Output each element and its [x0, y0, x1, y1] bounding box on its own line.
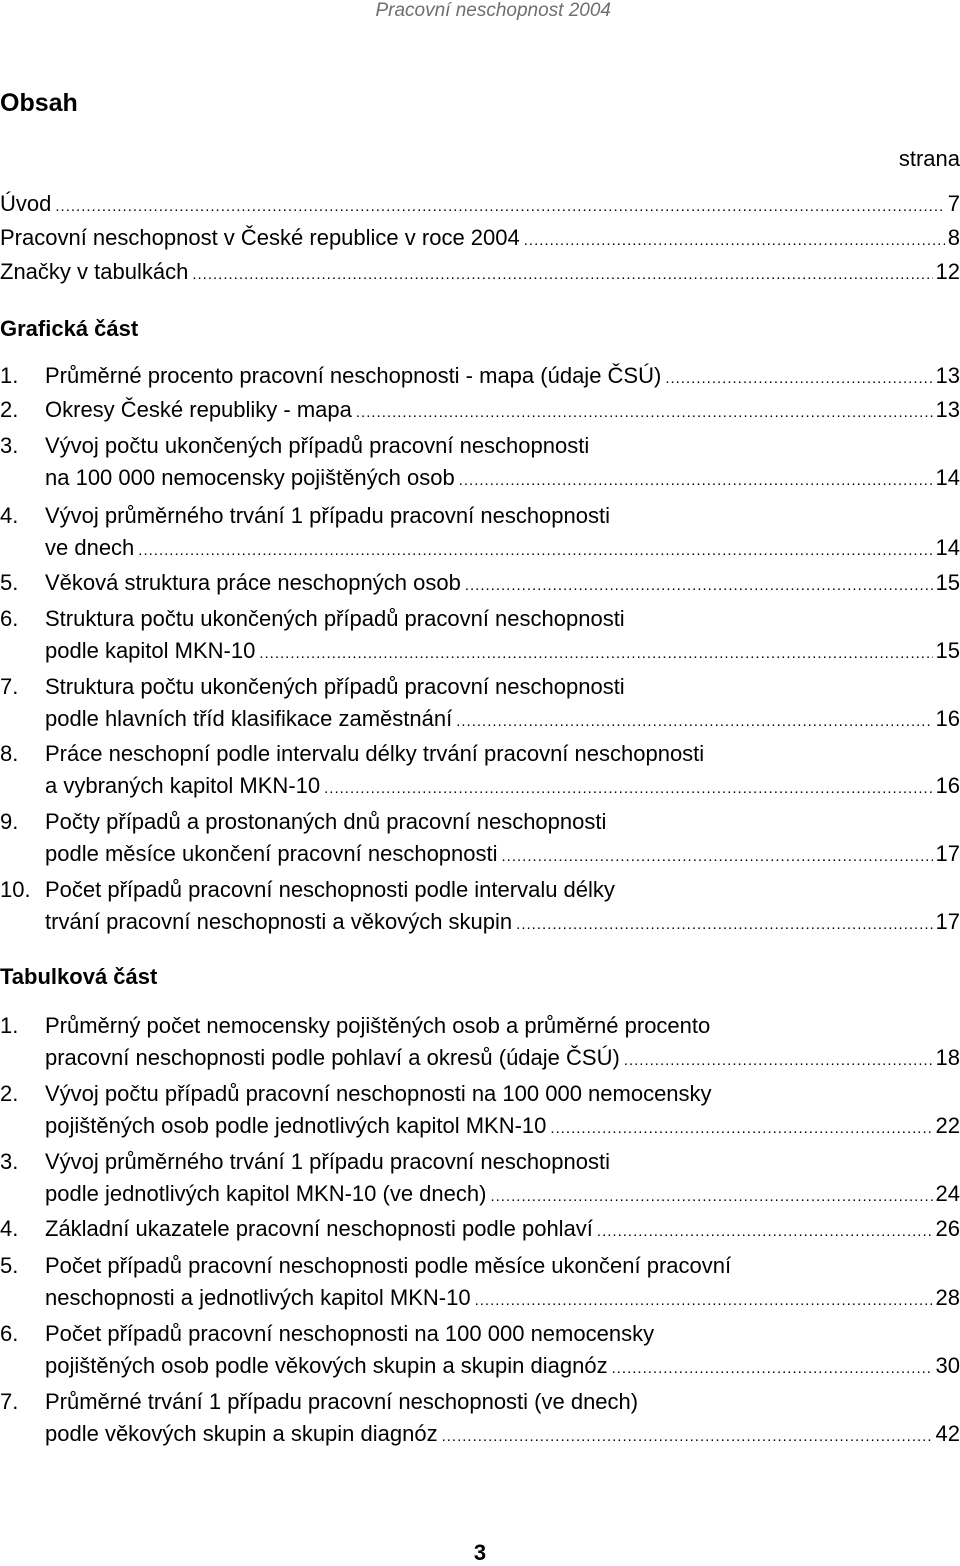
dot-leader — [55, 191, 944, 223]
toc-entry-text: Struktura počtu ukončených případů pracovní neschopnosti — [45, 606, 625, 631]
toc-entry-text: a vybraných kapitol MKN-10 — [45, 773, 321, 798]
toc-entry-text: Pracovní neschopnost v České republice v roce 2004 — [0, 225, 520, 250]
toc-entry-number: 2. — [0, 397, 19, 422]
dot-leader — [192, 259, 932, 291]
toc-entry-text: Počet případů pracovní neschopnosti podle intervalu délky — [45, 877, 615, 902]
dot-leader — [490, 1181, 932, 1213]
toc-entry-text: Počty případů a prostonaných dnů pracovní neschopnosti — [45, 809, 607, 834]
toc-entry-text: Struktura počtu ukončených případů pracovní neschopnosti — [45, 674, 625, 699]
toc-entry-text: Věková struktura práce neschopných osob — [45, 570, 461, 595]
toc-entry-text: Okresy České republiky - mapa — [45, 397, 352, 422]
toc-entry-graphic[interactable] — [0, 738, 960, 802]
dot-leader — [624, 1045, 933, 1077]
toc-entry-text: Vývoj počtu případů pracovní neschopnosti na 100 000 nemocensky — [45, 1081, 712, 1106]
toc-entry-number: 8. — [0, 741, 19, 766]
dot-leader — [138, 535, 932, 567]
toc-entry-text: neschopnosti a jednotlivých kapitol MKN-10 — [45, 1285, 471, 1310]
toc-entry-text: podle kapitol MKN-10 — [45, 638, 256, 663]
toc-entry-text: Značky v tabulkách — [0, 259, 189, 284]
toc-entry-page: 15 — [935, 570, 960, 595]
page-number: 3 — [473, 1540, 487, 1565]
toc-entry-text: podle jednotlivých kapitol MKN-10 (ve dnech) — [45, 1181, 487, 1206]
toc-entry-number: 5. — [0, 1253, 19, 1278]
toc-entry-number: 6. — [0, 1321, 19, 1346]
toc-entry-number: 7. — [0, 674, 19, 699]
toc-entry-number: 4. — [0, 1216, 19, 1241]
toc-entry-page: 7 — [947, 191, 960, 216]
toc-entry-text: trvání pracovní neschopnosti a věkových skupin — [45, 909, 513, 934]
toc-entry-page: 13 — [935, 397, 960, 422]
toc-entry-text: Úvod — [0, 191, 52, 216]
dot-leader — [259, 638, 932, 670]
toc-entry-text: Počet případů pracovní neschopnosti podle měsíce ukončení pracovní — [45, 1253, 732, 1278]
toc-entry-graphic[interactable] — [0, 671, 960, 735]
dot-leader — [612, 1353, 933, 1385]
toc-entry-text: podle hlavních tříd klasifikace zaměstnání — [45, 706, 453, 731]
toc-entry-text: Počet případů pracovní neschopnosti na 100 000 nemocensky — [45, 1321, 655, 1346]
toc-entry-graphic[interactable] — [0, 500, 960, 564]
toc-entry-text: Základní ukazatele pracovní neschopnosti podle pohlaví — [45, 1216, 593, 1241]
toc-entry-intro[interactable] — [0, 222, 960, 254]
dot-leader — [456, 706, 932, 738]
toc-entry-graphic[interactable] — [0, 874, 960, 938]
toc-entry-page: 14 — [935, 535, 960, 560]
toc-entry-text: Vývoj průměrného trvání 1 případu pracovní neschopnosti — [45, 503, 610, 528]
toc-entry-number: 3. — [0, 433, 19, 458]
toc-entry-text: ve dnech — [45, 535, 135, 560]
toc-entry-table[interactable] — [0, 1078, 960, 1142]
toc-entry-graphic[interactable] — [0, 603, 960, 667]
dot-leader — [465, 570, 933, 602]
section-heading-graphic: Grafická část — [0, 316, 139, 341]
toc-entry-page: 14 — [935, 465, 960, 490]
toc-entry-graphic[interactable] — [0, 567, 960, 599]
toc-entry-number: 3. — [0, 1149, 19, 1174]
toc-entry-table[interactable] — [0, 1250, 960, 1314]
toc-entry-graphic[interactable] — [0, 394, 960, 426]
toc-entry-table[interactable] — [0, 1213, 960, 1245]
dot-leader — [442, 1421, 933, 1453]
toc-entry-text: Průměrné procento pracovní neschopnosti - mapa (údaje ČSÚ) — [45, 363, 662, 388]
toc-entry-page: 28 — [935, 1285, 960, 1310]
dot-leader — [597, 1216, 933, 1248]
toc-entry-page: 24 — [935, 1181, 960, 1206]
toc-entry-text: pojištěných osob podle věkových skupin a skupin diagnóz — [45, 1353, 608, 1378]
toc-entry-page: 17 — [935, 909, 960, 934]
toc-entry-text: na 100 000 nemocensky pojištěných osob — [45, 465, 455, 490]
toc-entry-number: 2. — [0, 1081, 19, 1106]
toc-entry-intro[interactable] — [0, 188, 960, 220]
dot-leader — [459, 465, 933, 497]
running-header — [0, 0, 960, 22]
toc-entry-page: 8 — [947, 225, 960, 250]
toc-entry-text: Práce neschopní podle intervalu délky trvání pracovní neschopnosti — [45, 741, 705, 766]
dot-leader — [516, 909, 932, 941]
dot-leader — [475, 1285, 933, 1317]
section-heading-tables: Tabulková část — [0, 964, 158, 989]
toc-entry-table[interactable] — [0, 1386, 960, 1450]
toc-entry-number: 1. — [0, 363, 19, 388]
toc-entry-page: 15 — [935, 638, 960, 663]
toc-entry-text: Vývoj průměrného trvání 1 případu pracovní neschopnosti — [45, 1149, 610, 1174]
toc-entry-text: pracovní neschopnosti podle pohlaví a okresů (údaje ČSÚ) — [45, 1045, 620, 1070]
toc-entry-graphic[interactable] — [0, 360, 960, 392]
toc-entry-page: 26 — [935, 1216, 960, 1241]
toc-entry-text: podle věkových skupin a skupin diagnóz — [45, 1421, 438, 1446]
toc-entry-page: 16 — [935, 706, 960, 731]
toc-entry-number: 4. — [0, 503, 19, 528]
dot-leader — [524, 225, 945, 257]
toc-entry-number: 5. — [0, 570, 19, 595]
toc-entry-page: 17 — [935, 841, 960, 866]
dot-leader — [502, 841, 933, 873]
toc-entry-page: 22 — [935, 1113, 960, 1138]
toc-entry-page: 13 — [935, 363, 960, 388]
toc-entry-number: 10. — [0, 877, 31, 902]
dot-leader — [665, 363, 932, 395]
toc-entry-number: 6. — [0, 606, 19, 631]
toc-entry-text: podle měsíce ukončení pracovní neschopnosti — [45, 841, 498, 866]
toc-entry-page: 12 — [935, 259, 960, 284]
toc-entry-table[interactable] — [0, 1146, 960, 1210]
toc-entry-text: pojištěných osob podle jednotlivých kapitol MKN-10 — [45, 1113, 547, 1138]
toc-entry-number: 9. — [0, 809, 19, 834]
toc-entry-intro[interactable] — [0, 256, 960, 288]
toc-entry-page: 30 — [935, 1353, 960, 1378]
dot-leader — [324, 773, 932, 805]
toc-title: Obsah — [0, 89, 78, 117]
toc-entry-page: 42 — [935, 1421, 960, 1446]
toc-entry-table[interactable] — [0, 1318, 960, 1382]
toc-entry-graphic[interactable] — [0, 806, 960, 870]
toc-entry-number: 7. — [0, 1389, 19, 1414]
dot-leader — [550, 1113, 932, 1145]
toc-entry-number: 1. — [0, 1013, 19, 1038]
toc-entry-text: Průměrný počet nemocensky pojištěných osob a průměrné procento — [45, 1013, 711, 1038]
toc-entry-text: Průměrné trvání 1 případu pracovní neschopnosti (ve dnech) — [45, 1389, 639, 1414]
toc-entry-page: 16 — [935, 773, 960, 798]
dot-leader — [356, 397, 933, 429]
page-column-label: strana — [898, 146, 960, 171]
running-header-title: Pracovní neschopnost 2004 — [375, 0, 611, 21]
toc-entry-text: Vývoj počtu ukončených případů pracovní neschopnosti — [45, 433, 590, 458]
toc-entry-graphic[interactable] — [0, 430, 960, 494]
toc-entry-page: 18 — [935, 1045, 960, 1070]
toc-entry-table[interactable] — [0, 1010, 960, 1074]
